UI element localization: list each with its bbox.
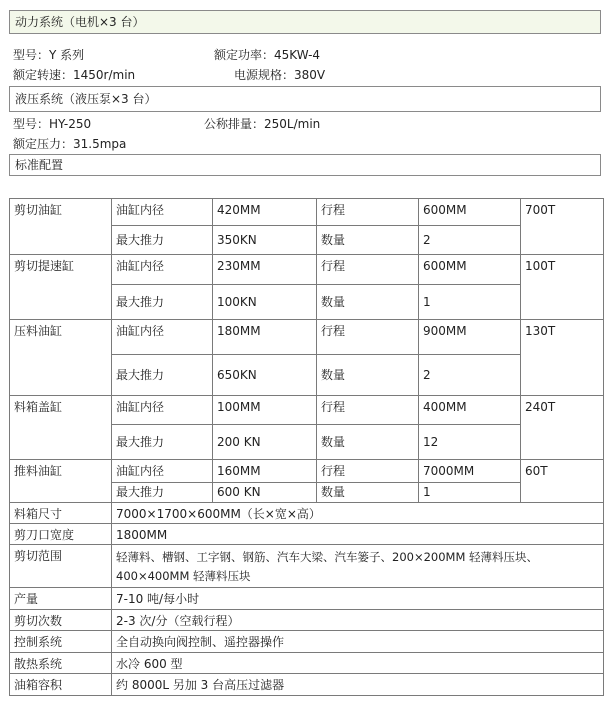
qty-label: 数量: [317, 483, 419, 503]
tonnage: 700T: [521, 199, 604, 255]
stroke-label: 行程: [317, 199, 419, 226]
power-rated-power: 额定功率：45KW-4: [214, 48, 321, 62]
stroke-label: 行程: [317, 396, 419, 425]
power-spec: 电源规格：380V: [234, 68, 326, 82]
cylinder-name: 剪切油缸: [10, 199, 112, 255]
qty-value: 2: [419, 226, 521, 255]
qty-label: 数量: [317, 226, 419, 255]
force-label: 最大推力: [112, 483, 213, 503]
bore-label: 油缸内径: [112, 396, 213, 425]
spec-label: 控制系统: [10, 631, 112, 653]
hydraulic-rated-pressure: 额定压力：31.5mpa: [13, 137, 127, 151]
table-row: [10, 545, 604, 588]
bore-label: 油缸内径: [112, 255, 213, 285]
force-label: 最大推力: [112, 425, 213, 460]
stroke-value: 600MM: [419, 199, 521, 226]
cylinder-name: 料箱盖缸: [10, 396, 112, 460]
stroke-value: 400MM: [419, 396, 521, 425]
table-row: [10, 653, 604, 674]
spec-label: 产量: [10, 588, 112, 610]
qty-label: 数量: [317, 425, 419, 460]
hydraulic-system-header: 液压系统（液压泵×3 台）: [9, 86, 601, 112]
power-system-header: 动力系统（电机×3 台）: [9, 10, 601, 34]
table-row: [10, 320, 604, 355]
spec-label: 散热系统: [10, 653, 112, 674]
hydraulic-model: 型号：HY-250: [13, 117, 92, 131]
hydraulic-displacement: 公称排量：250L/min: [204, 117, 321, 131]
cylinder-name: 剪切提速缸: [10, 255, 112, 320]
force-value: 100KN: [213, 285, 317, 320]
spec-label: 剪切次数: [10, 610, 112, 631]
table-row: [10, 396, 604, 425]
cylinder-name: 压料油缸: [10, 320, 112, 396]
tonnage: 100T: [521, 255, 604, 320]
standard-config-header: 标准配置: [9, 154, 601, 176]
bore-value: 160MM: [213, 460, 317, 483]
force-value: 350KN: [213, 226, 317, 255]
spec-value: 约 8000L 另加 3 台高压过滤器: [112, 674, 604, 696]
stroke-value: 600MM: [419, 255, 521, 285]
spec-label: 剪刀口宽度: [10, 524, 112, 545]
table-row: [10, 610, 604, 631]
table-row: [10, 255, 604, 285]
spec-label: 剪切范围: [10, 545, 112, 588]
spec-value: 水冷 600 型: [112, 653, 604, 674]
force-label: 最大推力: [112, 226, 213, 255]
spec-table: [9, 198, 604, 696]
spec-value: 1800MM: [112, 524, 604, 545]
spec-value: 2-3 次/分（空载行程）: [112, 610, 604, 631]
stroke-label: 行程: [317, 320, 419, 355]
bore-label: 油缸内径: [112, 320, 213, 355]
qty-value: 1: [419, 285, 521, 320]
cylinder-name: 推料油缸: [10, 460, 112, 503]
table-row: [10, 631, 604, 653]
spec-value: 7-10 吨/每小时: [112, 588, 604, 610]
force-value: 650KN: [213, 355, 317, 396]
force-value: 600 KN: [213, 483, 317, 503]
tonnage: 60T: [521, 460, 604, 503]
bore-value: 180MM: [213, 320, 317, 355]
bore-label: 油缸内径: [112, 460, 213, 483]
power-rated-speed: 额定转速：1450r/min: [13, 68, 136, 82]
spec-value: 7000×1700×600MM（长×宽×高）: [112, 503, 604, 524]
table-row: [10, 524, 604, 545]
force-value: 200 KN: [213, 425, 317, 460]
bore-value: 420MM: [213, 199, 317, 226]
table-row: [10, 503, 604, 524]
table-row: [10, 588, 604, 610]
qty-label: 数量: [317, 285, 419, 320]
spec-label: 料箱尺寸: [10, 503, 112, 524]
qty-label: 数量: [317, 355, 419, 396]
qty-value: 12: [419, 425, 521, 460]
spec-value: 轻薄料、槽钢、工字钢、钢筋、汽车大梁、汽车篓子、200×200MM 轻薄料压块、400×400MM 轻薄料压块: [112, 545, 604, 588]
qty-value: 2: [419, 355, 521, 396]
force-label: 最大推力: [112, 285, 213, 320]
tonnage: 240T: [521, 396, 604, 460]
qty-value: 1: [419, 483, 521, 503]
bore-label: 油缸内径: [112, 199, 213, 226]
tonnage: 130T: [521, 320, 604, 396]
table-row: [10, 199, 604, 226]
stroke-label: 行程: [317, 460, 419, 483]
stroke-label: 行程: [317, 255, 419, 285]
table-row: [10, 460, 604, 483]
power-model: 型号：Y 系列: [13, 48, 85, 62]
bore-value: 100MM: [213, 396, 317, 425]
bore-value: 230MM: [213, 255, 317, 285]
table-row: [10, 674, 604, 696]
force-label: 最大推力: [112, 355, 213, 396]
stroke-value: 7000MM: [419, 460, 521, 483]
spec-value: 全自动换向阀控制、遥控器操作: [112, 631, 604, 653]
stroke-value: 900MM: [419, 320, 521, 355]
spec-label: 油箱容积: [10, 674, 112, 696]
